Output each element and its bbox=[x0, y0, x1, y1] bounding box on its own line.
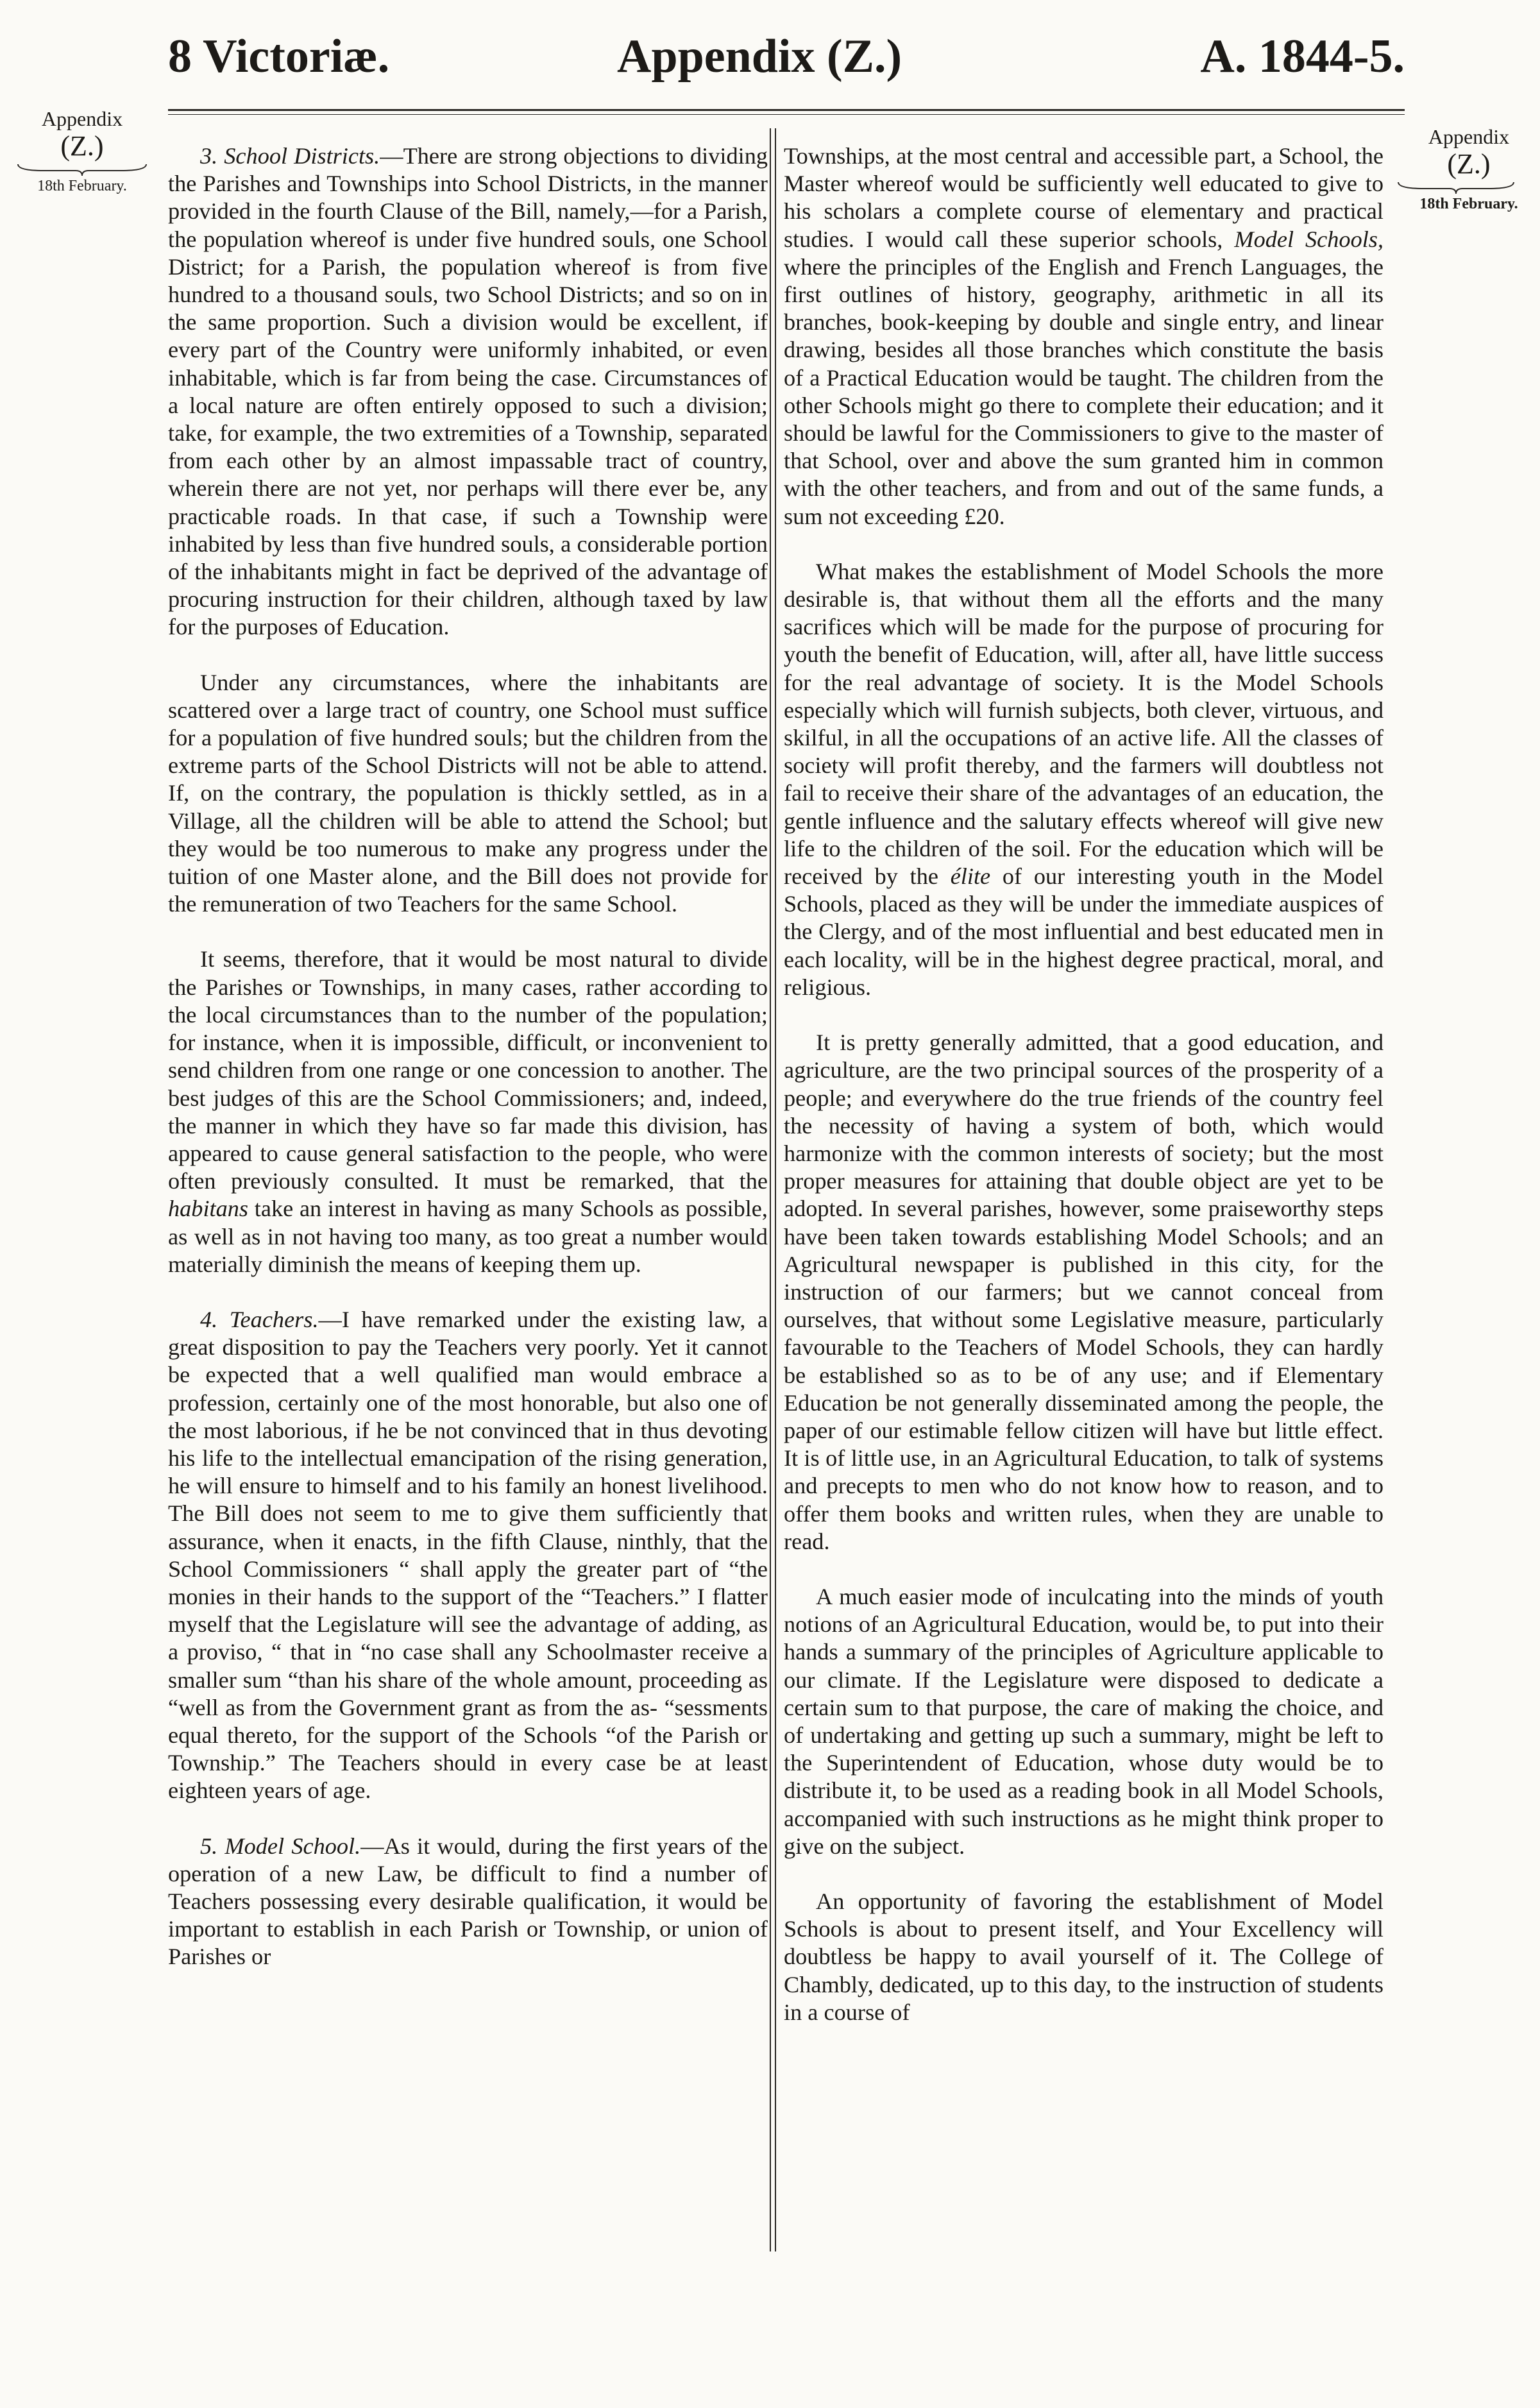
header-year: A. 1844-5. bbox=[1200, 30, 1405, 83]
margin-date: 18th February. bbox=[1419, 196, 1518, 212]
paragraph-model-school bbox=[168, 1833, 768, 1971]
paragraph-text: of our interesting youth in the Model Schools, placed as they will be under the immediate auspices of the Clergy, and of the most influential and best educated men in each locality, will be in the highest degree practical, moral, and religious. bbox=[784, 863, 1383, 1000]
paragraph-text: It seems, therefore, that it would be most natural to divide the Parishes or Townships, in many cases, rather according to the local circumstances than to the number of the population; for instance, when it is impossible, difficult, or inconvenient to send children from one range or one concession to another. The best judges of this are the School Commissioners; and, indeed, the manner in which they have so far made this division, has appeared to cause general satisfaction to the people, who were often previously consulted. It must be remarked, that the bbox=[168, 946, 768, 1194]
paragraph: Under any circumstances, where the inhabitants are scattered over a large tract of country, one School must suffice for a population of five hundred souls; but the children from the extreme parts of the School Districts will not be able to attend. If, on the contrary, the population is thickly settled, as in a Village, all the children will be able to attend the School; but they would be too numerous to make any progress under the tuition of one Master alone, and the Bill does not provide for the remuneration of two Teachers for the same School. bbox=[168, 669, 768, 917]
margin-date: 18th February. bbox=[37, 178, 127, 194]
paragraph-school-districts bbox=[168, 142, 768, 641]
emphasis-text: élite bbox=[950, 863, 991, 890]
paragraph bbox=[784, 142, 1383, 530]
paragraph-text: Townships, at the most central and accessible part, a School, the Master whereof would be sufficiently well educated to give to his scholars a complete course of elementary and practical studies. I would call these superior schools, bbox=[784, 143, 1383, 252]
section-heading: 3. School Districts. bbox=[200, 143, 380, 169]
paragraph-text: —As it would, during the first years of the operation of a new Law, be difficult to find a number of Teachers possessing every desirable qualification, it would be important to establish in each Parish or Township, or union of Parishes or bbox=[168, 1833, 768, 1970]
paragraph-text: where the principles of the English and French Languages, the first outlines of history, geography, arithmetic in all its branches, book-keeping by double and single entry, and linear drawing, besides all those branches which constitute the basis of a Practical Education would be taught. The children from the other Schools might go there to complete their education; and it should be lawful for the Commissioners to give to the master of that School, over and above the sum granted him in common with the other teachers, and from and out of the same funds, a sum not exceeding £20. bbox=[784, 253, 1383, 529]
margin-appendix-letter: (Z.) bbox=[60, 130, 104, 162]
paragraph: An opportunity of favoring the establishment of Model Schools is about to present itself, and Your Excellency will doubtless be happy to avail yourself of it. The College of Chambly, dedicated, up to this day, to the instruction of students in a course of bbox=[784, 1888, 1383, 2025]
header-rule bbox=[168, 109, 1405, 111]
emphasis-text: habitans bbox=[168, 1196, 249, 1222]
margin-note-right bbox=[1392, 126, 1540, 213]
section-heading: 5. Model School. bbox=[200, 1833, 361, 1859]
margin-appendix-label: Appendix bbox=[1428, 125, 1510, 148]
header-rule-thin bbox=[168, 114, 1405, 115]
brace-icon bbox=[1392, 181, 1520, 195]
section-heading: 4. Teachers. bbox=[200, 1306, 319, 1332]
paragraph: A much easier mode of inculcating into the minds of youth notions of an Agricultural Education, would be, to put into their hands a summary of the principles of Agriculture applicable to our climate. If the Legislature were disposed to dedicate a certain sum to that purpose, the care of making the choice, and of undertaking and getting up such a summary, might be left to the Superintendent of Education, whose duty would be to distribute it, to be used as a reading book in all Model Schools, accompanied with such instructions as he might think proper to give on the subject. bbox=[784, 1583, 1383, 1859]
paragraph-text: What makes the establishment of Model Schools the more desirable is, that without them all the efforts and the many sacrifices which will be made for the purpose of procuring for youth the benefit of Education, will, after all, have little success for the real advantage of society. It is the Model Schools especially which will furnish subjects, both clever, virtuous, and skilful, in all the occupations of an active life. All the classes of society will profit thereby, and the farmers will doubtless not fail to receive their share of the advantages of an education, the gentle influence and the salutary effects whereof will give new life to the children of the soil. For the education which will be received by the bbox=[784, 558, 1383, 890]
margin-appendix-letter: (Z.) bbox=[1447, 148, 1491, 180]
paragraph bbox=[784, 558, 1383, 1001]
column-divider bbox=[770, 128, 771, 2251]
header-appendix-title: Appendix (Z.) bbox=[617, 30, 902, 83]
page-header bbox=[168, 23, 1405, 90]
paragraph bbox=[168, 945, 768, 1278]
paragraph-teachers bbox=[168, 1306, 768, 1805]
margin-appendix-label: Appendix bbox=[41, 107, 123, 130]
paragraph: It is pretty generally admitted, that a good education, and agriculture, are the two principal sources of the prosperity of a people; and everywhere do the true friends of the country feel the necessity of having a system of both, which would harmonize with the common interests of society; but the most proper measures for attaining that double object are yet to be adopted. In several parishes, however, some praiseworthy steps have been taken towards establishing Model Schools; and an Agricultural newspaper is published in this city, for the instruction of our farmers; but we cannot conceal from ourselves, that without some Legislative measure, particularly favourable to the Teachers of Model Schools, they can hardly be established so as to be of any use; and if Elementary Education be not generally disseminated among the people, the paper of our estimable fellow citizen will have but little effect. It is of little use, in an Agricultural Education, to talk of systems and precepts to men who do not know how to reason, and to offer them books and written rules, when they are unable to read. bbox=[784, 1030, 1383, 1554]
brace-icon bbox=[5, 163, 159, 177]
right-column bbox=[784, 142, 1383, 2054]
paragraph-text: take an interest in having as many Schools as possible, as well as in not having too many, as too great a number would materially diminish the means of keeping them up. bbox=[168, 1196, 768, 1277]
header-session: 8 Victoriæ. bbox=[168, 30, 390, 83]
emphasis-text: Model Schools, bbox=[1234, 226, 1384, 252]
paragraph-text: —I have remarked under the existing law, a great disposition to pay the Teachers very poorly. Yet it cannot be expected that a well qualified man would embrace a profession, certainly one of the most honorable, but also one of the most laborious, if he be not convinced that in thus devoting his life to the intellectual emancipation of the rising generation, he will ensure to himself and to his family an honest livelihood. The Bill does not seem to me to give them sufficiently that assurance, when it enacts, in the fifth Clause, ninthly, that the School Commissioners “ shall apply the greater part of “the monies in their hands to the support of the “Teachers.” I flatter myself that the Legislature will see the advantage of adding, as a proviso, “ that in “no case shall any Schoolmaster receive a smaller sum “than his share of the whole amount, proceeding as “well as from the Government grant as from the as- “sessments equal thereto, for the support of the Schools “of the Parish or Township.” The Teachers should in every case be at least eighteen years of age. bbox=[168, 1306, 768, 1804]
left-column bbox=[168, 142, 768, 1999]
paragraph-text: —There are strong objections to dividing the Parishes and Townships into School Districts, in the manner provided in the fourth Clause of the Bill, namely,—for a Parish, the population whereof is under five hundred souls, one School District; for a Parish, the population whereof is from five hundred to a thousand souls, two School Districts; and so on in the same proportion. Such a division would be excellent, if every part of the Country were uniformly inhabited, or even inhabitable, which is far from being the case. Circumstances of a local nature are often entirely opposed to such a division; take, for example, the two extremities of a Township, separated from each other by an almost impassable tract of country, wherein there are not yet, nor perhaps will there ever be, any practicable roads. In that case, if such a Township were inhabited by less than five hundred souls, a considerable portion of the inhabitants might in fact be deprived of the advantage of procuring instruction for their children, although taxed by law for the purposes of Education. bbox=[168, 143, 768, 640]
margin-note-left bbox=[5, 108, 159, 195]
column-divider-inner bbox=[775, 128, 776, 2251]
